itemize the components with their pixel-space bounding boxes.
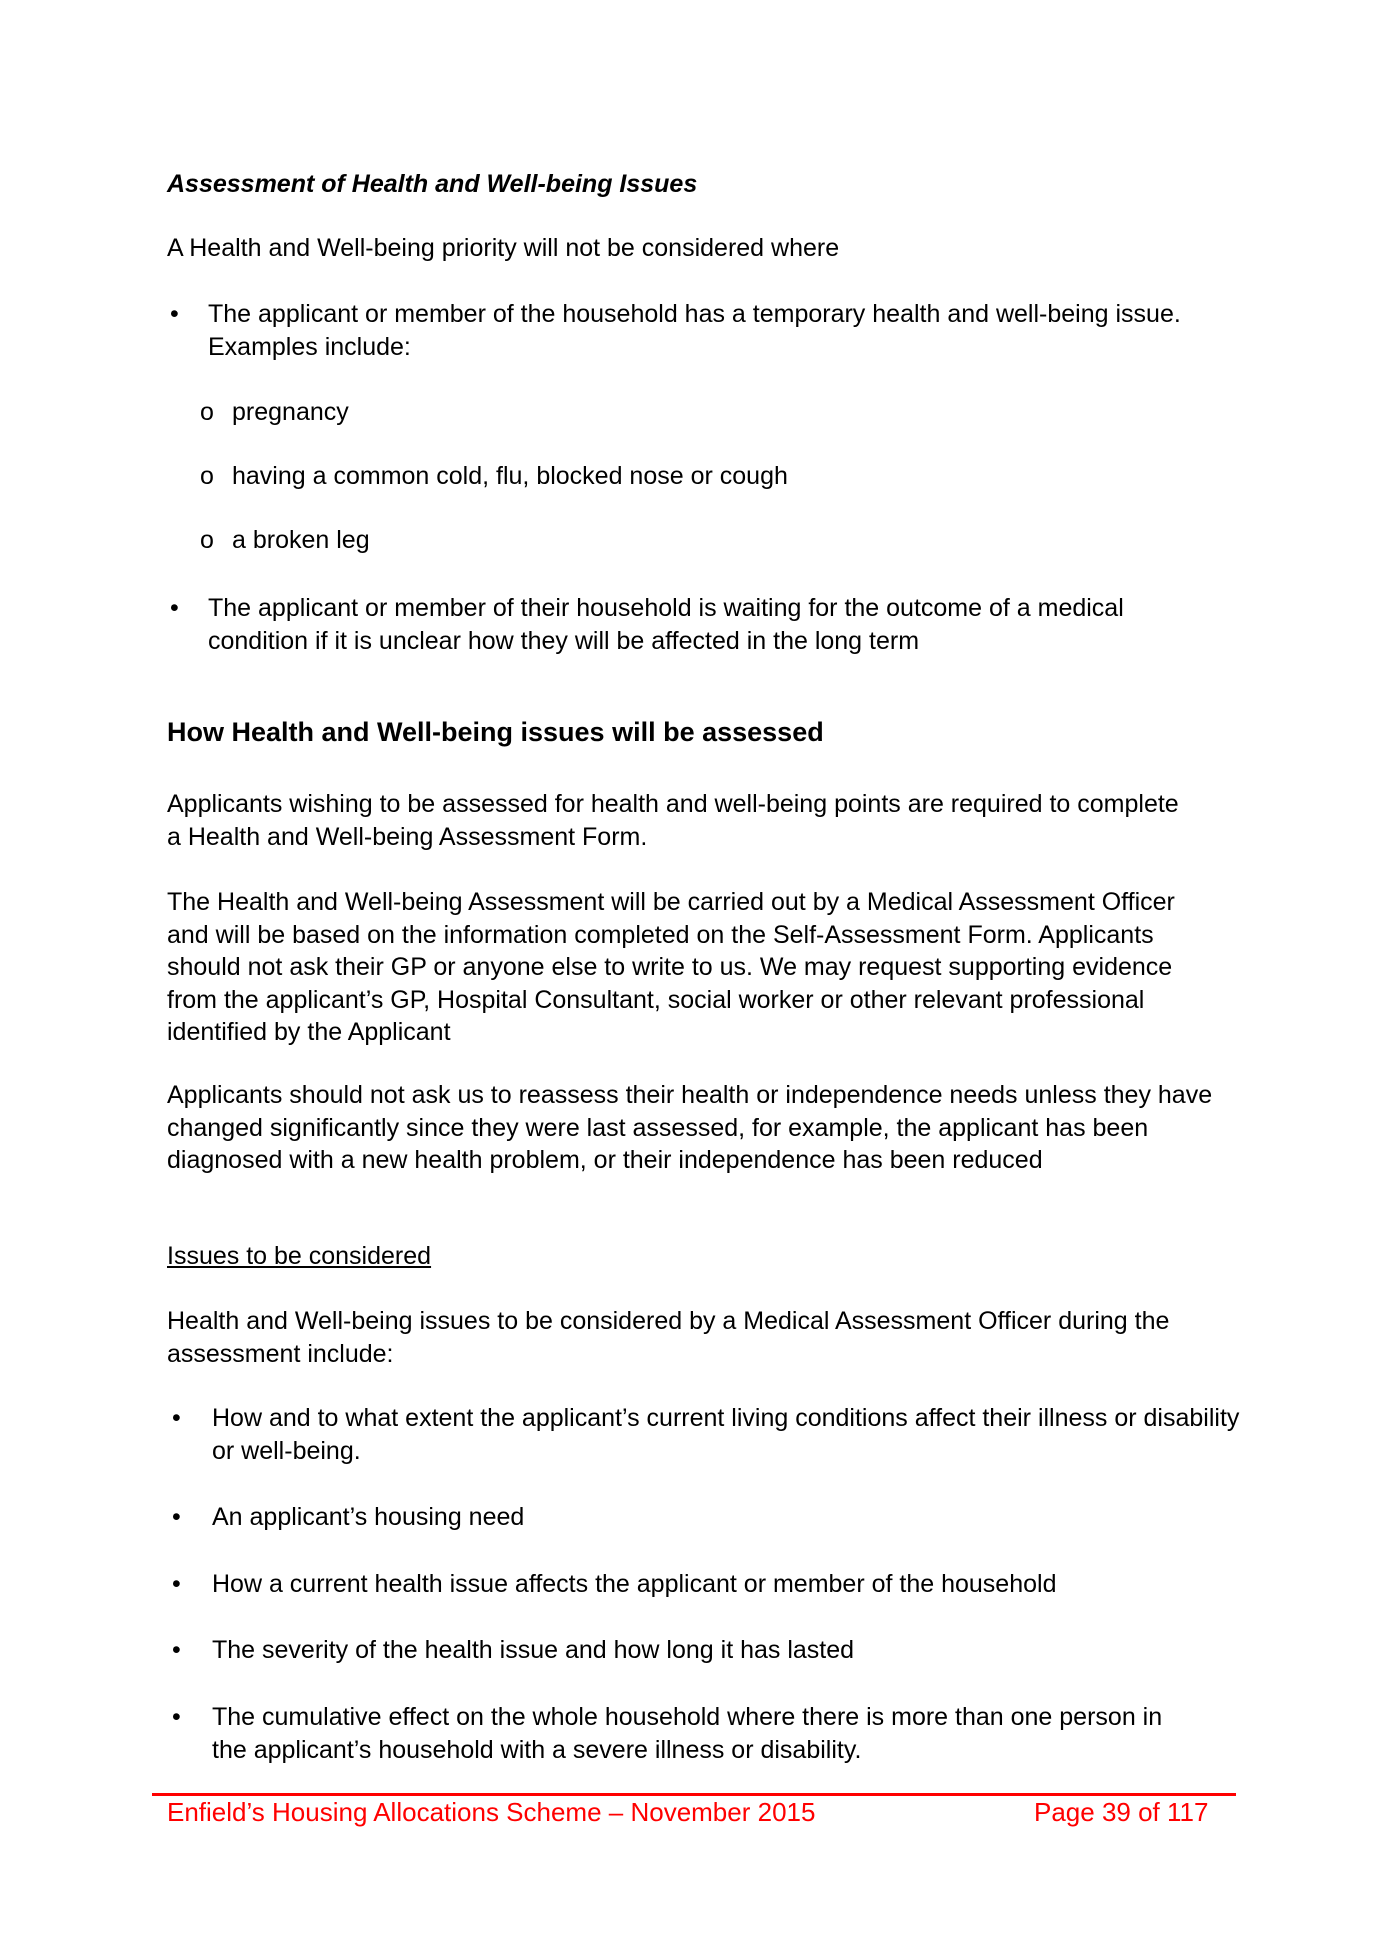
list-item-text: The cumulative effect on the whole household where there is more than one person in the applicant’s household with a severe illness or disability. <box>212 1703 1163 1764</box>
paragraph: Health and Well-being issues to be considered by a Medical Assessment Officer during the assessment include: <box>167 1307 1170 1368</box>
list-item-text: The severity of the health issue and how long it has lasted <box>212 1636 855 1664</box>
circle-bullet-icon: o <box>200 398 214 426</box>
list-item-text: The applicant or member of their household is waiting for the outcome of a medical condition if it is unclear how they will be affected in the long term <box>208 594 1124 655</box>
bullet-icon: • <box>172 1570 181 1598</box>
section-heading: How Health and Well-being issues will be assessed <box>167 717 824 747</box>
circle-bullet-icon: o <box>200 526 214 554</box>
page-number: Page 39 of 117 <box>1034 1797 1209 1827</box>
paragraph: Applicants wishing to be assessed for health and well-being points are required to complete a Health and Well-being Assessment Form. <box>167 790 1179 851</box>
list-item-text: having a common cold, flu, blocked nose or cough <box>232 462 788 490</box>
bullet-icon: • <box>170 300 179 328</box>
list-item-text: How and to what extent the applicant’s current living conditions affect their illness or disability or well-being. <box>212 1404 1240 1465</box>
list-item-text: How a current health issue affects the applicant or member of the household <box>212 1570 1057 1598</box>
bullet-icon: • <box>172 1703 181 1731</box>
list-item-text: pregnancy <box>232 398 349 426</box>
list-item-text: The applicant or member of the household has a temporary health and well-being issue. Examples include: <box>208 300 1181 361</box>
circle-bullet-icon: o <box>200 462 214 490</box>
paragraph: The Health and Well-being Assessment will be carried out by a Medical Assessment Officer and will be based on the information completed on the Self-Assessment Form. Applicants should not ask their GP or anyone else to write to us. We may request supporting evidence from the applicant’s GP, Hospital Consultant, social worker or other relevant professional identified by the Applicant <box>167 888 1175 1046</box>
bullet-icon: • <box>170 594 179 622</box>
list-item-text: An applicant’s housing need <box>212 1503 525 1531</box>
intro-text: A Health and Well-being priority will not be considered where <box>167 234 840 262</box>
list-item-text: a broken leg <box>232 526 370 554</box>
bullet-icon: • <box>172 1404 181 1432</box>
section-title: Assessment of Health and Well-being Issues <box>167 170 698 198</box>
subheading: Issues to be considered <box>167 1242 432 1270</box>
bullet-icon: • <box>172 1636 181 1664</box>
footer-title: Enfield’s Housing Allocations Scheme – November 2015 <box>167 1797 816 1827</box>
bullet-icon: • <box>172 1503 181 1531</box>
paragraph: Applicants should not ask us to reassess their health or independence needs unless they have changed significantly since they were last assessed, for example, the applicant has been diagnosed with a new health problem, or their independence has been reduced <box>167 1081 1213 1174</box>
